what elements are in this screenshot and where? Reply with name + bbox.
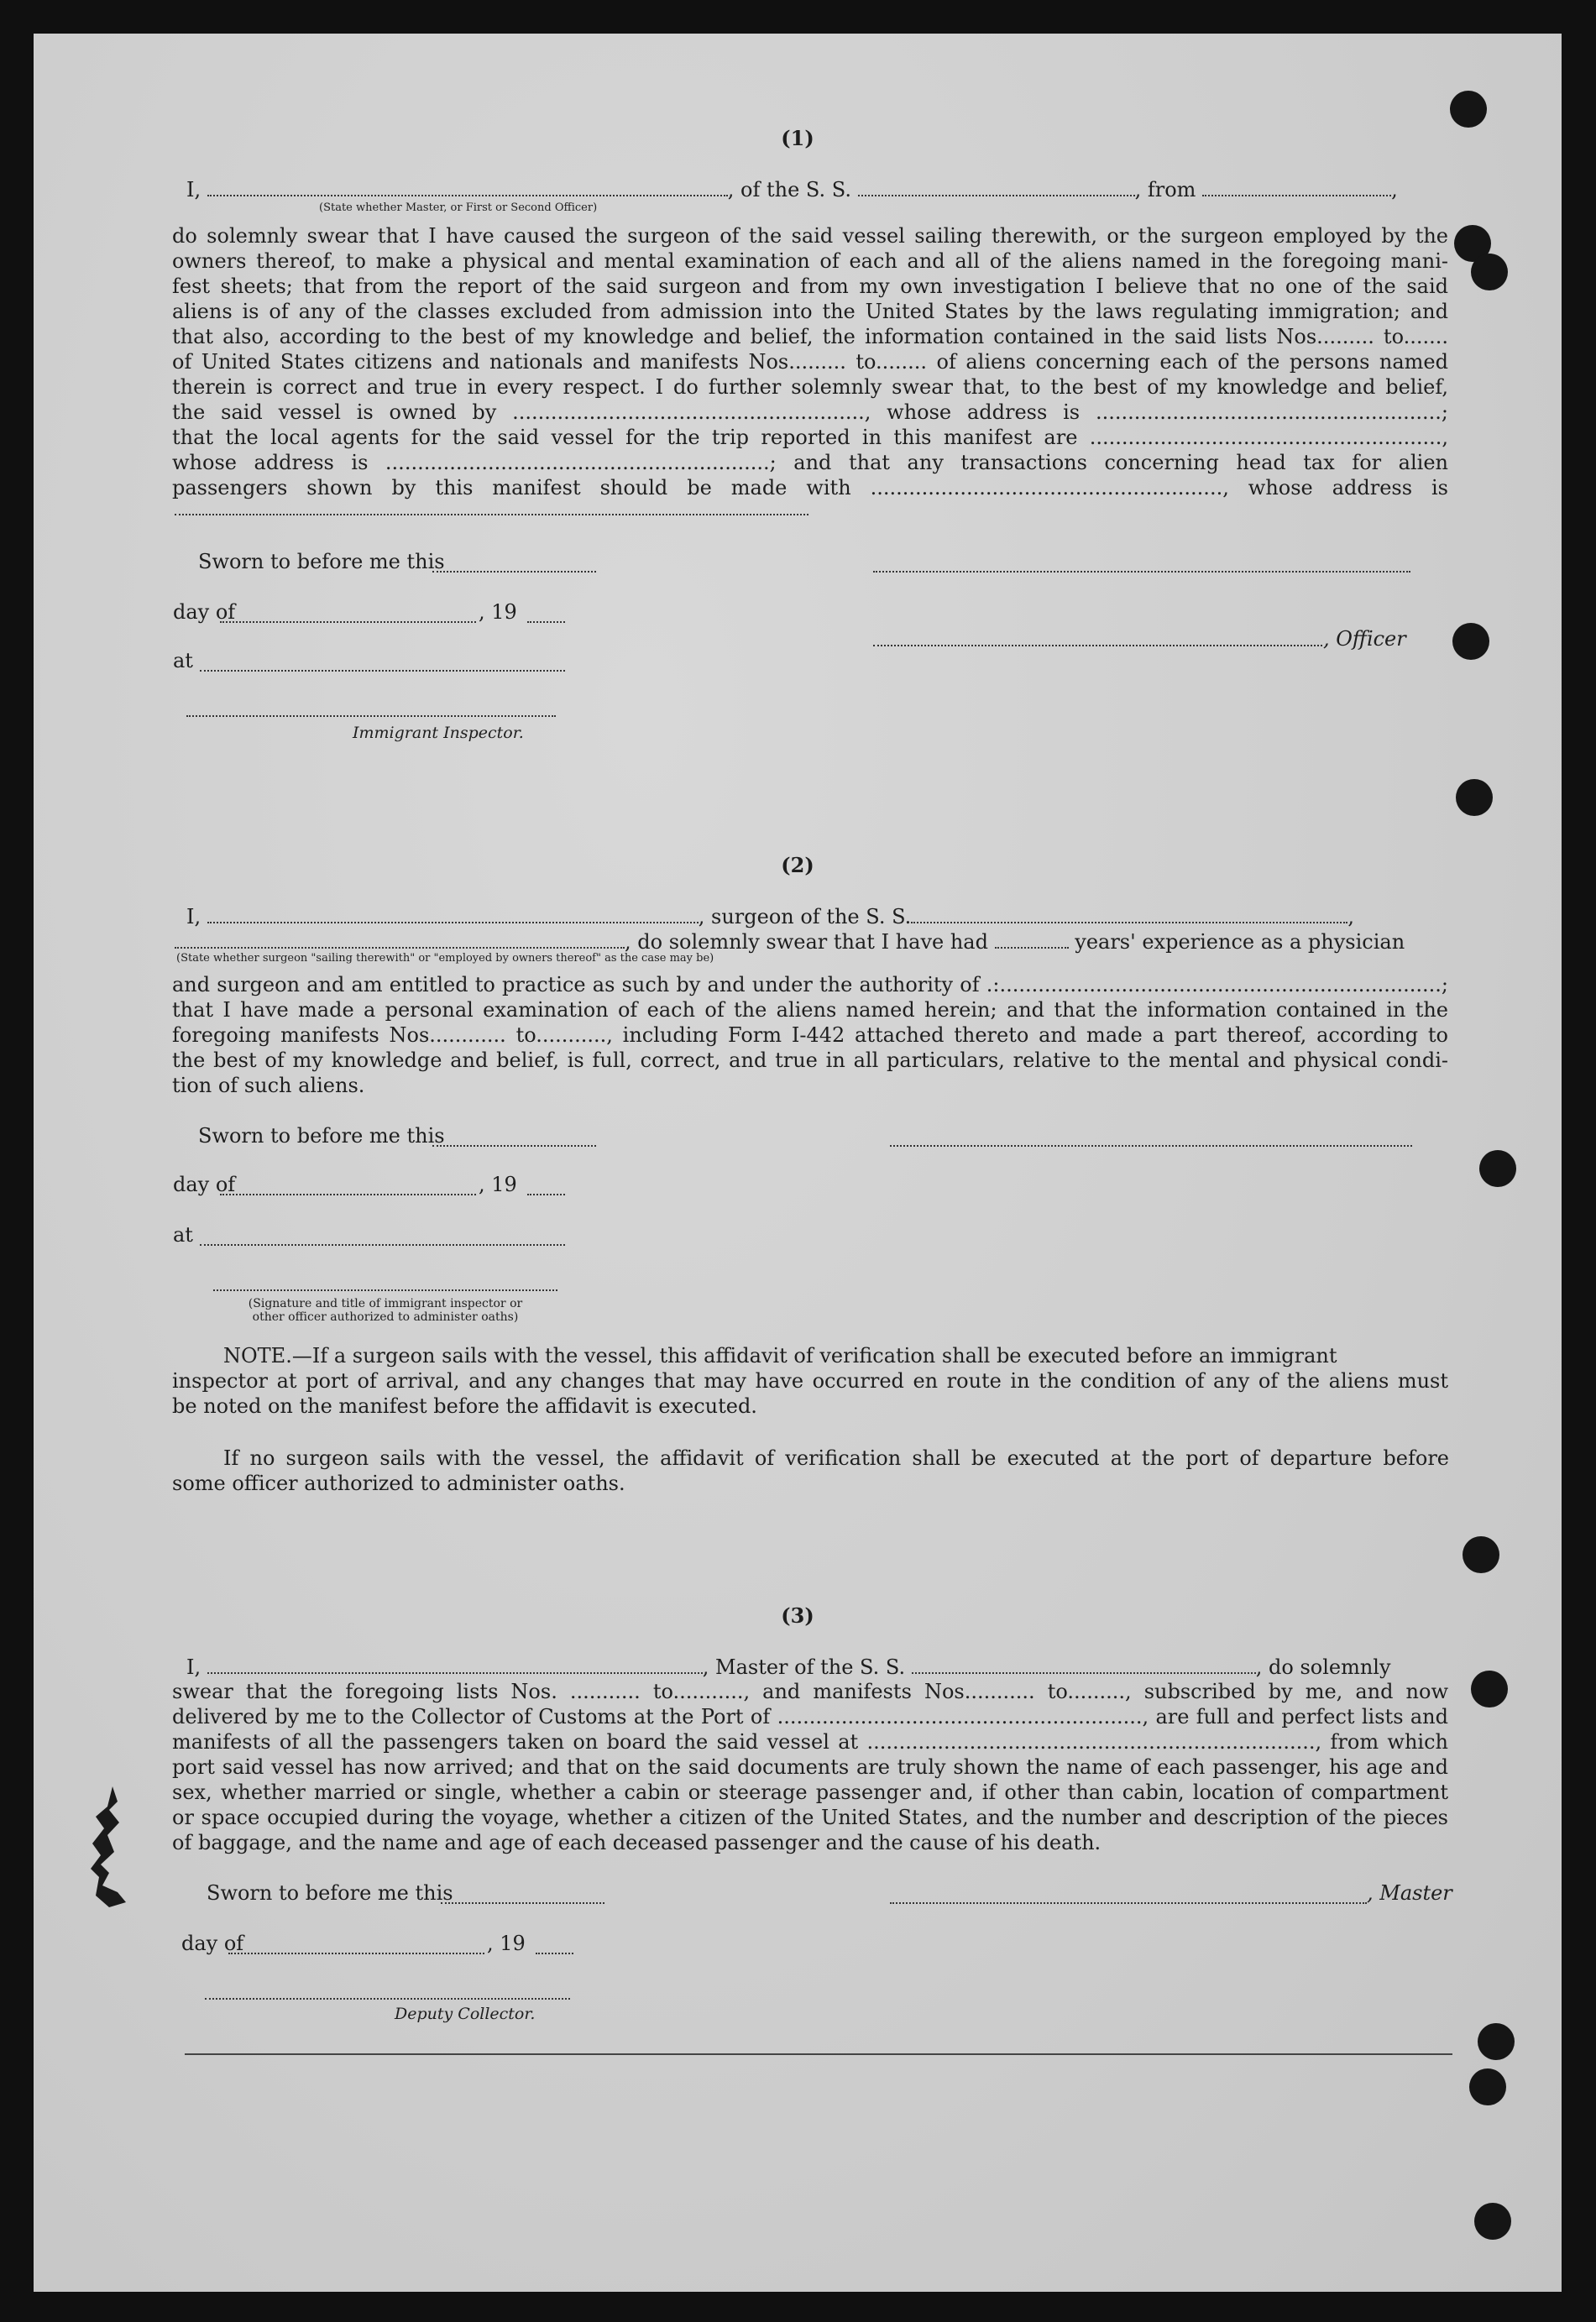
signature-caption: (Signature and title of immigrant inspector or other officer authorized to administer oaths) xyxy=(248,1297,523,1324)
sworn-date-blank xyxy=(432,569,596,573)
punch-hole xyxy=(1479,1150,1516,1187)
officer-name-blank xyxy=(873,643,1322,646)
sworn-label: Sworn to before me this xyxy=(207,1881,453,1905)
day-blank xyxy=(228,1951,484,1954)
vessel-name-blank xyxy=(912,1654,1256,1674)
day-of-label: day of xyxy=(181,1932,244,1955)
years-blank xyxy=(995,928,1069,949)
oath-text: fest sheets; that from the report of the said surgeon and from my own investigation I believe that no one of the said xyxy=(172,275,1448,298)
note-paragraph: NOTE.—If a surgeon sails with the vessel, this affidavit of verification shall be executed before an immigrant xyxy=(223,1344,1337,1368)
oath-text: that also, according to the best of my knowledge and belief, the information contained in the said lists Nos......... to....... xyxy=(172,325,1448,348)
punch-hole xyxy=(1474,2203,1511,2240)
master-label: , Master xyxy=(1367,1881,1452,1905)
oath-text: port said vessel has now arrived; and that on the said documents are truly shown the name of each passenger, his age and xyxy=(172,1755,1448,1779)
oath-text: do solemnly swear that I have caused the surgeon of the said vessel sailing therewith, or the surgeon employed by the xyxy=(172,224,1448,248)
year-blank xyxy=(527,1192,565,1195)
day-blank xyxy=(220,1192,476,1195)
inspector-label: Immigrant Inspector. xyxy=(353,724,524,742)
section-number: (2) xyxy=(781,853,814,877)
note-text: some officer authorized to administer oaths. xyxy=(172,1472,625,1495)
place-blank xyxy=(200,668,565,672)
punch-hole xyxy=(1471,1671,1508,1708)
collector-signature-blank xyxy=(205,1996,570,2000)
oath-text: owners thereof, to make a physical and mental examination of each and all of the aliens named in the foregoing mani- xyxy=(172,249,1448,273)
bottom-rule xyxy=(185,2053,1452,2055)
oath-text: manifests of all the passengers taken on board the said vessel at ......................................................................, from which xyxy=(172,1730,1448,1754)
officer-label: , Officer xyxy=(1323,627,1406,651)
oath-text: aliens is of any of the classes excluded from admission into the United States by the laws regulating immigration; and xyxy=(172,300,1448,323)
section-number: (1) xyxy=(781,126,814,150)
oath-text: therein is correct and true in every respect. I do further solemnly swear that, to the best of my knowledge and belief, xyxy=(172,375,1448,399)
signature-blank xyxy=(213,1288,557,1291)
surgeon-status-blank xyxy=(175,928,625,949)
punch-hole xyxy=(1469,2068,1506,2105)
oath-text: swear that the foregoing lists Nos. ........... to..........., and manifests Nos........... to........., subscribed by me, and now xyxy=(172,1680,1448,1703)
oath-text: passengers shown by this manifest should be made with ......................................................., whose address is xyxy=(172,476,1448,499)
oath-text: whose address is ............................................................; and that any transactions concerning head tax for alien xyxy=(172,451,1448,474)
oath-text: of baggage, and the name and age of each deceased passenger and the cause of his death. xyxy=(172,1831,1102,1854)
oath-line: I, , surgeon of the S. S. , xyxy=(186,905,1354,928)
inspector-signature-blank xyxy=(186,714,556,717)
punch-hole xyxy=(1452,623,1489,660)
oath-text: and surgeon and am entitled to practice as such by and under the authority of .:.....................................................................; xyxy=(172,973,1448,996)
sworn-label: Sworn to before me this xyxy=(198,550,445,573)
day-blank xyxy=(220,620,476,623)
oath-text: foregoing manifests Nos............ to..........., including Form I-442 attached thereto and made a part thereof, according to xyxy=(172,1023,1448,1047)
year-label: , 19 xyxy=(479,600,517,624)
oath-text: tion of such aliens. xyxy=(172,1074,365,1097)
note-text: If no surgeon sails with the vessel, the affidavit of verification shall be executed at the port of departure before xyxy=(223,1446,1449,1470)
year-blank xyxy=(527,620,565,623)
at-label: at xyxy=(173,1223,193,1247)
document-page xyxy=(34,34,1562,2292)
vessel-name-blank xyxy=(911,903,1347,923)
inspector-signature-blank xyxy=(890,1143,1412,1147)
year-label: , 19 xyxy=(487,1932,526,1955)
punch-hole xyxy=(1478,2023,1515,2060)
oath-text: of United States citizens and nationals and manifests Nos......... to........ of aliens concerning each of the persons named xyxy=(172,350,1448,374)
surgeon-name-blank xyxy=(207,903,699,923)
sworn-label: Sworn to before me this xyxy=(198,1124,445,1148)
sworn-date-blank xyxy=(432,1143,596,1147)
oath-text: the said vessel is owned by ......................................................., whose address is ......................................................; xyxy=(172,400,1448,424)
note-text: inspector at port of arrival, and any changes that may have occurred en route in the condition of any of the aliens must xyxy=(172,1369,1448,1393)
day-of-label: day of xyxy=(173,600,236,624)
punch-hole xyxy=(1471,254,1508,290)
oath-text: sex, whether married or single, whether a cabin or steerage passenger and, if other than cabin, location of compartment xyxy=(172,1781,1448,1804)
oath-text: or space occupied during the voyage, whether a citizen of the United States, and the number and description of the pieces xyxy=(172,1806,1448,1829)
oath-text: delivered by me to the Collector of Customs at the Port of ........................................................., are full and perfect lists and xyxy=(172,1705,1448,1728)
oath-line: I, , of the S. S. , from , xyxy=(186,178,1398,201)
year-blank xyxy=(536,1951,573,1954)
master-name-blank xyxy=(207,1654,703,1674)
oath-text: that the local agents for the said vessel for the trip reported in this manifest are ......................................................., xyxy=(172,426,1448,449)
officer-title-blank xyxy=(207,176,728,196)
punch-hole xyxy=(1463,1536,1499,1573)
punch-hole xyxy=(1456,779,1493,816)
year-label: , 19 xyxy=(479,1173,517,1196)
field-caption: (State whether surgeon "sailing therewith" or "employed by owners thereof" as the case may be) xyxy=(176,952,714,965)
oath-line: I, , Master of the S. S. , do solemnly xyxy=(186,1655,1391,1679)
oath-line: , do solemnly swear that I have had years' experience as a physician xyxy=(175,928,1405,954)
officer-signature-blank xyxy=(873,569,1410,573)
collector-label: Deputy Collector. xyxy=(395,2005,536,2023)
vessel-name-blank xyxy=(858,176,1135,196)
day-of-label: day of xyxy=(173,1173,236,1196)
sworn-date-blank xyxy=(441,1901,604,1904)
note-label: NOTE. xyxy=(223,1344,292,1368)
address-blank xyxy=(175,512,808,515)
place-blank xyxy=(200,1242,565,1246)
note-text: be noted on the manifest before the affidavit is executed. xyxy=(172,1394,757,1418)
origin-port-blank xyxy=(1202,176,1391,196)
oath-text: the best of my knowledge and belief, is full, correct, and true in all particulars, relative to the mental and physical condi- xyxy=(172,1049,1448,1072)
master-signature-blank xyxy=(890,1901,1367,1904)
oath-text: that I have made a personal examination of each of the aliens named herein; and that the information contained in the xyxy=(172,998,1448,1022)
field-caption: (State whether Master, or First or Second Officer) xyxy=(319,201,598,214)
ink-blot-mark xyxy=(84,1785,143,1911)
section-number: (3) xyxy=(781,1603,814,1628)
at-label: at xyxy=(173,649,193,672)
punch-hole xyxy=(1450,91,1487,128)
